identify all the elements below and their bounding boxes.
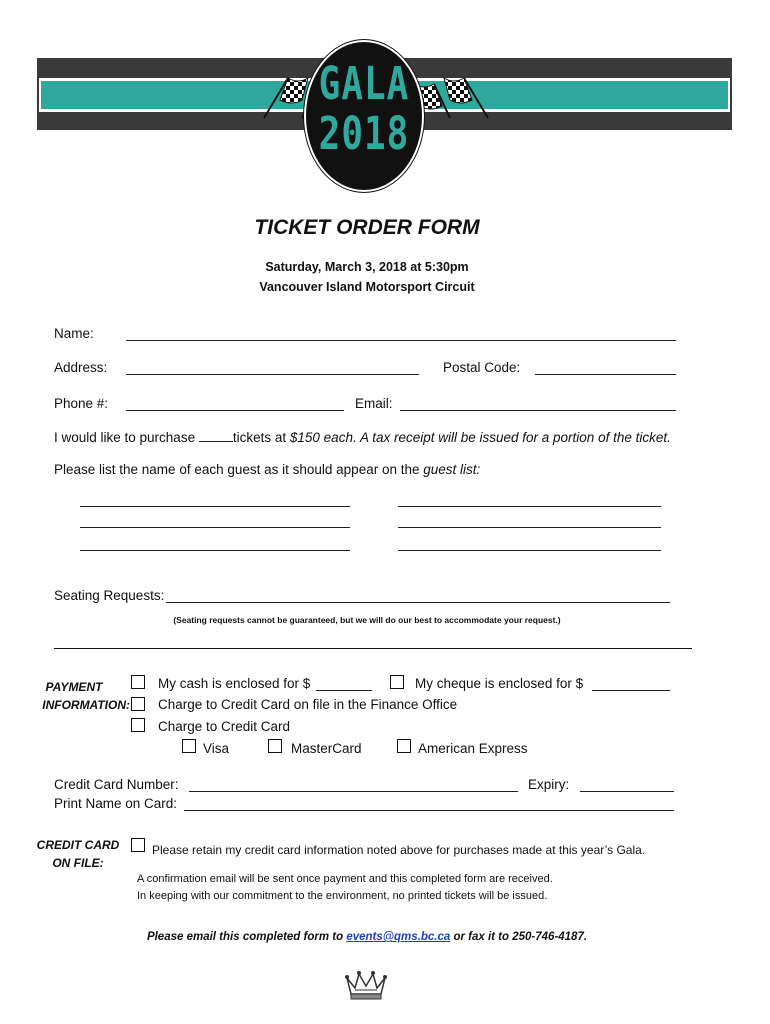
mastercard-label: MasterCard [291,741,362,756]
email-label: Email: [355,396,393,411]
card-number-label: Credit Card Number: [54,777,179,792]
guest-name-field[interactable] [80,550,350,551]
ticket-quantity-field[interactable] [199,430,233,442]
amex-label: American Express [418,741,528,756]
card-number-field[interactable] [189,791,518,792]
page-title: TICKET ORDER FORM [254,216,480,239]
card-on-file-heading-line2: ON FILE: [52,856,104,870]
cash-checkbox[interactable] [131,675,145,689]
crown-logo-icon [343,968,389,1002]
gala-logo-line1: GALA [318,58,410,111]
amex-checkbox[interactable] [397,739,411,753]
print-name-field[interactable] [184,810,674,811]
tickets-price-note: $150 each. A tax receipt will be issued for a portion of the ticket. [289,430,671,445]
phone-label: Phone #: [54,396,109,411]
guest-name-field[interactable] [398,527,661,528]
retain-card-checkbox[interactable] [131,838,145,852]
seating-note: (Seating requests cannot be guaranteed, but we will do our best to accommodate your request.) [173,615,561,625]
guest-name-field[interactable] [80,527,350,528]
cheque-amount-field[interactable] [592,690,670,691]
finance-office-label: Charge to Credit Card on file in the Finance Office [158,697,458,712]
gala-logo [304,40,424,192]
fax-instructions: or fax it to 250-746-4187. [453,931,588,943]
environment-note: In keeping with our commitment to the environment, no printed tickets will be issued. [137,890,548,902]
seating-field[interactable] [166,602,670,603]
name-field[interactable] [126,340,676,341]
guest-list-prompt-italic: guest list: [423,462,481,477]
payment-heading-line1: PAYMENT [45,680,103,694]
events-email-link[interactable]: events@qms.bc.ca [346,931,451,943]
section-divider [54,648,692,649]
finance-office-checkbox[interactable] [131,697,145,711]
visa-checkbox[interactable] [182,739,196,753]
gala-logo-line2: 2018 [318,108,410,161]
phone-field[interactable] [126,410,344,411]
cheque-label: My cheque is enclosed for $ [415,676,584,691]
email-instructions-prefix: Please email this completed form to [146,931,344,943]
guest-list-prompt [54,462,480,477]
checkered-flags-right-icon [412,74,494,122]
tickets-prefix: I would like to purchase [54,430,196,445]
seating-label: Seating Requests: [54,588,165,603]
card-on-file-heading-line1: CREDIT CARD [36,838,120,852]
guest-list-prompt-text: Please list the name of each guest as it should appear on the [54,462,420,477]
visa-label: Visa [203,741,230,756]
postal-code-field[interactable] [535,374,676,375]
tickets-middle: tickets at [232,430,287,445]
guest-name-field[interactable] [398,550,661,551]
cash-amount-field[interactable] [316,690,372,691]
expiry-label: Expiry: [528,777,570,792]
cash-label: My cash is enclosed for $ [158,676,311,691]
tickets-line [54,430,671,445]
email-field[interactable] [400,410,676,411]
payment-heading [30,678,130,714]
address-field[interactable] [126,374,419,375]
event-date: Saturday, March 3, 2018 at 5:30pm [265,260,469,274]
confirmation-note: A confirmation email will be sent once payment and this completed form are received. [137,873,553,885]
expiry-field[interactable] [580,791,674,792]
guest-name-field[interactable] [398,506,661,507]
address-label: Address: [54,360,108,375]
postal-code-label: Postal Code: [443,360,521,375]
print-name-label: Print Name on Card: [54,796,178,811]
mastercard-checkbox[interactable] [268,739,282,753]
cheque-checkbox[interactable] [390,675,404,689]
charge-card-checkbox[interactable] [131,718,145,732]
guest-name-field[interactable] [80,506,350,507]
name-label: Name: [54,326,94,341]
email-instructions [0,931,734,943]
payment-heading-line2: INFORMATION: [42,698,130,712]
retain-card-label: Please retain my credit card information noted above for purchases made at this year’s Gala. [152,843,646,857]
card-on-file-heading [30,836,126,872]
charge-card-label: Charge to Credit Card [158,719,291,734]
event-venue: Vancouver Island Motorsport Circuit [259,280,475,294]
